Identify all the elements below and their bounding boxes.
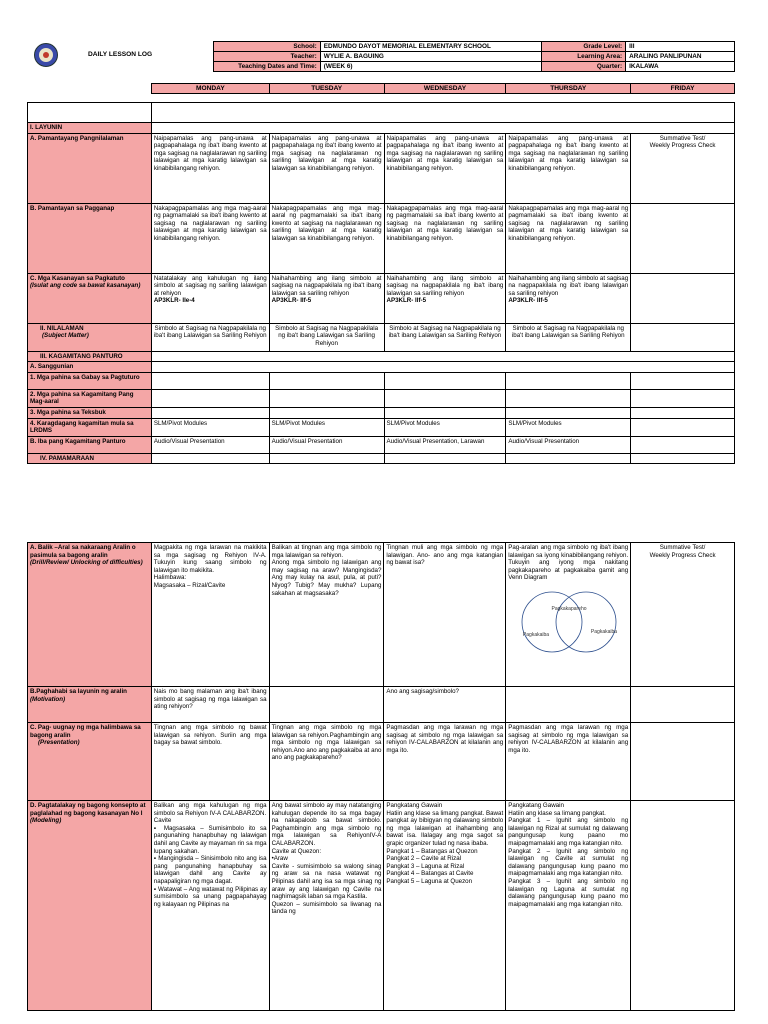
table-cell <box>506 407 631 418</box>
row-label: B.Paghahabi sa layunin ng aralin <box>30 688 127 695</box>
table-cell: Simbolo at Sagisag na Nagpapakilala ng iba't ibang Lalawigan sa Sariling Rehiyon <box>506 323 631 351</box>
table-row <box>28 436 735 453</box>
table-cell: Nais mo bang malaman ang iba't ibang simbolo at sagisag ng mga lalawigan sa ating rehiyon? <box>151 687 269 723</box>
deped-seal-logo <box>34 43 58 67</box>
row-label: A. Balik –Aral sa nakaraang Aralin o pasimula sa bagong aralin <box>30 544 136 559</box>
header-info-table <box>213 41 735 72</box>
day-monday: MONDAY <box>152 84 270 94</box>
table-cell <box>269 372 384 389</box>
table-row <box>28 389 735 407</box>
table-cell: Pag-aralan ang mga simbolo ng iba't ibang lalawigan sa iyong kinabibilangang rehiyon. Tukuyin ang iyong mga nakitang pagkakapareho at pagkakaiba gamit ang Venn Diagram <box>508 544 629 582</box>
table-cell <box>631 436 735 453</box>
teacher-label: Teacher: <box>214 52 321 62</box>
row-label: A. Pamantayang Pangnilalaman <box>28 133 152 203</box>
row-label: B. Pamantayan sa Pagganap <box>28 203 152 273</box>
table-cell <box>151 389 269 407</box>
table-cell <box>631 203 735 273</box>
row-label-note: (Drill/Review/ Unlocking of difficulties) <box>30 559 143 567</box>
table-cell: Naipapamalas ang pang-unawa at pagpapahalaga ng iba't ibang kwento at mga sagisag na naglalarawan ng sariling lalawigan at mga karatig lalawigan sa kinabibilangang rehiyon. <box>506 133 631 203</box>
layunin-label: I. LAYUNIN <box>28 123 152 134</box>
row-label: 1. Mga pahina sa Gabay sa Pagtuturo <box>28 372 152 389</box>
quarter-label: Quarter: <box>542 62 626 72</box>
table-cell <box>151 407 269 418</box>
table-cell <box>269 687 384 723</box>
grade-value: III <box>626 42 735 52</box>
area-value: ARALING PANLIPUNAN <box>626 52 735 62</box>
table-cell <box>269 389 384 407</box>
friday-assessment: Summative Test/ Weekly Progress Check <box>631 133 735 203</box>
table-cell <box>506 687 631 723</box>
table-cell: Pagmasdan ang mga larawan ng mga sagisag at simbolo ng mga lalawigan sa rehiyon IV-CALABARZON at kilalanin ang mga ito. <box>384 723 506 801</box>
page1-table <box>27 102 735 464</box>
table-cell: Pangkatang Gawain Hatiin ang klase sa limang pangkat. Bawat pangkat ay bibigyan ng dalawang simbolo ng mga lalawigan at ihahambing ang bawat isa. Ilalagay ang mga sagot sa grapic organizer tulad ng nasa ibaba. Pangkat 1 – Batangas at Quezon Pangkat 2 – Cavite at Rizal Pangkat 3 – Laguna at Rizal Pangkat 4 – Batangas at Cavite Pangkat 5 – Laguna at Quezon <box>384 801 506 1011</box>
table-cell: Audio/Visual Presentation <box>506 436 631 453</box>
table-cell: Balikan at tingnan ang mga simbolo ng mga lalawigan sa rehiyon. Anong mga simbolo ng lalawigan ang may sagisag na araw? Mangingisda? Ang may kulay na asul, pula, at puti? Niyog? Tubig? May mukha? Lupang sakahan at magsasaka? <box>269 543 384 687</box>
competency-code: AP3KLR- IIf-5 <box>508 297 548 305</box>
table-row <box>28 723 735 801</box>
table-cell <box>384 407 506 418</box>
table-cell <box>631 407 735 418</box>
table-cell: Simbolo at Sagisag na Nagpapakilala ng iba't ibang Lalawigan sa Sariling Rehiyon <box>151 323 269 351</box>
table-cell: Audio/Visual Presentation <box>269 436 384 453</box>
day-tuesday: TUESDAY <box>269 84 384 94</box>
row-label-note: (Motivation) <box>30 695 66 703</box>
table-cell <box>631 687 735 723</box>
table-cell: Audio/Visual Presentation, Larawan <box>384 436 506 453</box>
day-thursday: THURSDAY <box>506 84 631 94</box>
table-row <box>28 687 735 723</box>
table-cell: Naihahambing ang ilang simbolo at sagisag na nagpapakilala ng iba't ibang lalawigan sa sariling rehiyon <box>508 274 629 297</box>
table-cell <box>269 407 384 418</box>
row-label: C. Pag- uugnay ng mga halimbawa sa bagong aralin <box>30 724 141 739</box>
day-wednesday: WEDNESDAY <box>384 84 506 94</box>
table-cell: SLM/Pivot Modules <box>269 418 384 436</box>
table-row <box>28 273 735 323</box>
table-cell <box>384 372 506 389</box>
table-cell: Nakapagpapamalas ang mga mag-aaral ng pagmamalaki sa iba't ibang kwento at sagisag na naglalarawan ng sariling lalawigan at mga karatig lalawigan sa kinabibilangang rehiyon. <box>269 203 384 273</box>
table-cell: Tingnan ang mga simbolo ng bawat lalawigan sa rehiyon. Suriin ang mga bagay sa bawat simbolo. <box>151 723 269 801</box>
table-cell: Magpakita ng mga larawan na makikita sa mga sagisag ng Rehiyon IV-A. Tukuyin kung saang simbolo ng lalawigan ito makikita. Halimbawa: Magsasaka – Rizal/Cavite <box>151 543 269 687</box>
table-cell: Nakapagpapamalas ang mga mag-aaral ng pagmamalaki sa iba't ibang kwento at sagisag na naglalarawan ng sariling lalawigan at mga karatig lalawigan sa kinabibilangang rehiyon. <box>151 203 269 273</box>
log-title: DAILY LESSON LOG <box>88 51 153 58</box>
row-label: D. Pagtatalakay ng bagong konsepto at paglalahad ng bagong kasanayan No I <box>30 802 146 817</box>
venn-left-circle <box>522 592 582 652</box>
table-row <box>28 407 735 418</box>
table-cell: Nakapagpapamalas ang mga mag-aaral ng pagmamalaki sa iba't ibang kwento at sagisag na naglalarawan ng sariling lalawigan at mga karatig lalawigan sa kinabibilangang rehiyon. <box>506 203 631 273</box>
competency-code: AP3KLR- IIf-5 <box>386 297 427 305</box>
row-label: 2. Mga pahina sa Kagamitang Pang Mag-aaral <box>28 389 152 407</box>
table-cell: Tingnan ang mga simbolo ng mga lalawigan sa rehiyon.Paghambingin ang mga simbolo ng mga lalawigan sa rehiyon.Ano ano ang pagkakaiba at ano ano ang pagkakapareho? <box>269 723 384 801</box>
row-label: C. Mga Kasanayan sa Pagkatuto <box>30 274 125 282</box>
row-label-note: (Presentation) <box>38 739 80 747</box>
table-cell: Simbolo at Sagisag na Nagpapakilala ng iba't ibang Lalawigan sa Sariling Rehiyon <box>384 323 506 351</box>
table-row <box>28 203 735 273</box>
table-cell: SLM/Pivot Modules <box>151 418 269 436</box>
school-value: EDMUNDO DAYOT MEMORIAL ELEMENTARY SCHOOL <box>320 42 542 52</box>
table-cell: Simbolo at Sagisag na Nagpapakilala ng iba't ibang Lalawigan sa Sariling Rehiyon <box>269 323 384 351</box>
table-row <box>28 133 735 203</box>
table-row <box>28 543 735 687</box>
grade-label: Grade Level: <box>542 42 626 52</box>
teacher-value: WYLIE A. BAGUING <box>320 52 542 62</box>
dates-value: (WEEK 6) <box>320 62 542 72</box>
table-cell <box>506 389 631 407</box>
row-label-note: (Isulat ang code sa bawat kasanayan) <box>30 282 141 290</box>
table-cell: Balikan ang mga kahulugan ng mga simbolo sa Rehiyon IV-A CALABARZON. Cavite ▪ Magsasaka – Sumisimbolo ito sa pangunahing hanapbuhay ng lalawigan dahil ang Cavite ay mayaman rin sa mga lupang sakahan. ▪ Mangingisda – Sinisimbolo nito ang isa pang pangunahing hanapbuhay sa lalawigan dahil ang Cavite ay napapaligiran ng mga dagat. ▪ Watawat – Ang watawat ng Pilipinas ay sumisimbolo sa unang pagpapahayag ng kalayaan ng Pilipinas na <box>151 801 269 1011</box>
table-cell: Tingnan muli ang mga simbolo ng mga lalawigan. Ano- ano ang mga katangian ng bawat isa? <box>384 543 506 687</box>
table-cell <box>631 418 735 436</box>
table-cell: SLM/Pivot Modules <box>384 418 506 436</box>
quarter-value: IKALAWA <box>626 62 735 72</box>
table-cell: Naipapamalas ang pang-unawa at pagpapahalaga ng iba't ibang kwento at mga sagisag na naglalarawan ng sariling lalawigan at mga karatig lalawigan sa kinabibilangang rehiyon. <box>151 133 269 203</box>
table-cell <box>631 389 735 407</box>
table-cell: Naihahambing ang ilang simbolo at sagisag na nagpapakilala ng iba't ibang lalawigan sa sariling rehiyon <box>386 274 504 297</box>
table-row <box>28 801 735 1011</box>
pamamaraan-label: IV. PAMAMARAAN <box>28 453 152 464</box>
friday-assessment: Summative Test/ Weekly Progress Check <box>631 543 735 687</box>
table-row <box>28 372 735 389</box>
table-cell <box>631 723 735 801</box>
competency-code: AP3KLR- IIe-4 <box>153 297 195 305</box>
row-label: 3. Mga pahina sa Teksbuk <box>28 407 152 418</box>
competency-code: AP3KLR- IIf-5 <box>271 297 312 305</box>
kagamitan-label: III. KAGAMITANG PANTURO <box>28 351 152 362</box>
venn-diagram <box>508 584 626 654</box>
table-cell <box>631 801 735 1011</box>
dates-label: Teaching Dates and Time: <box>214 62 321 72</box>
page2-table <box>27 542 735 1011</box>
day-friday: FRIDAY <box>631 84 735 94</box>
table-cell: Ano ang sagisag/simbolo? <box>384 687 506 723</box>
venn-center-label: Pagkakapareho <box>551 605 587 612</box>
table-cell: Audio/Visual Presentation <box>151 436 269 453</box>
venn-right-label: Pagkakaiba <box>591 628 618 635</box>
table-cell <box>384 389 506 407</box>
table-cell <box>631 372 735 389</box>
table-cell: Naipapamalas ang pang-unawa at pagpapahalaga ng iba't ibang kwento at mga sagisag na naglalarawan ng sariling lalawigan at mga karatig lalawigan sa kinabibilangang rehiyon. <box>384 133 506 203</box>
table-cell: Pangkatang Gawain Hatiin ang klase sa limang pangkat. Pangkat 1 – Iguhit ang simbolo ng lalawigan ng Rizal at sumulat ng dalawang pangungusap kung paano mo maipagmamalaki ang mga katangian nito. Pangkat 2 – Iguhit ang simbolo ng lalawigan ng Cavite at sumulat ng dalawang pangungusap kung paano mo maipagmamalaki ang mga katangian nito. Pangkat 3 – Iguhit ang simbolo ng lalawigan ng Laguna at sumulat ng dalawang pangungusap kung paano mo maipagmamalaki ang mga katangian nito. <box>506 801 631 1011</box>
venn-left-label: Pagkakaiba <box>523 631 550 638</box>
row-label-note: (Subject Matter) <box>42 332 89 340</box>
day-header-row <box>151 83 735 94</box>
school-label: School: <box>214 42 321 52</box>
venn-right-circle <box>556 592 616 652</box>
table-cell: Nakapagpapamalas ang mga mag-aaral ng pagmamalaki sa iba't ibang kwento at sagisag na naglalarawan ng sariling lalawigan at mga karatig lalawigan sa kinabibilangang rehiyon. <box>384 203 506 273</box>
table-cell: Naipapamalas ang pang-unawa at pagpapahalaga ng iba't ibang kwento at mga sagisag na naglalarawan ng sariling lalawigan at mga karatig lalawigan sa kinabibilangang rehiyon. <box>269 133 384 203</box>
sanggunian-label: A. Sanggunian <box>28 362 152 373</box>
area-label: Learning Area: <box>542 52 626 62</box>
table-cell: Ang bawat simbolo ay may natatanging kahulugan depende ito sa mga bagay na nakapaloob sa bawat simbolo. Paghambingin ang mga simbolo ng mga lalawigan sa RehiyonIV-A CALABARZON. Cavite at Quezon: •Araw Cavite - sumisimbolo sa walong sinag ng araw sa na nasa watawat ng Pilipinas dahil ang isa sa mga sinag ng araw ay ang lalawigan ng Cavite na naghimagsik laban sa mga Kastila. Quezon – sumisimbolo sa liwanag na tanda ng <box>269 801 384 1011</box>
table-cell: Natatalakay ang kahulugan ng ilang simbolo at sagisag ng sariling lalawigan at rehiyon <box>153 274 267 297</box>
table-row <box>28 323 735 351</box>
table-cell: Naihahambing ang ilang simbolo at sagisag na nagpapakilala ng iba't ibang lalawigan sa sariling rehiyon <box>271 274 382 297</box>
table-cell: SLM/Pivot Modules <box>506 418 631 436</box>
table-row <box>28 418 735 436</box>
table-cell <box>506 372 631 389</box>
row-label: B. Iba pang Kagamitang Panturo <box>28 436 152 453</box>
row-label: II. NILALAMAN <box>40 324 84 332</box>
row-label: 4. Karagdagang kagamitan mula sa LRDMS <box>28 418 152 436</box>
table-cell <box>151 372 269 389</box>
row-label-note: (Modeling) <box>30 817 62 825</box>
table-cell: Pagmasdan ang mga larawan ng mga sagisag at simbolo ng mga lalawigan sa rehiyon IV-CALABARZON at kilalanin ang mga ito. <box>506 723 631 801</box>
